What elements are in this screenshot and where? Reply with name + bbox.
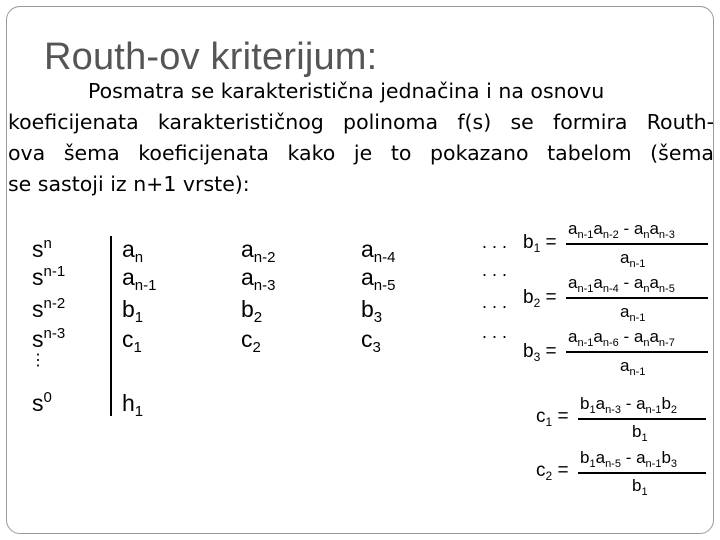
formula-lhs: $b_3$ = (523, 341, 557, 364)
paragraph-line-4: se sastoji iz n+1 vrste): (8, 172, 250, 196)
row-ellipsis: . . . (482, 232, 508, 252)
table-cell: $a_{n-2}$ (241, 236, 276, 266)
fraction-bar (578, 472, 706, 474)
formula-lhs: $c_1$ = (536, 406, 569, 429)
fraction-bar (566, 297, 708, 299)
paragraph-line-1: Posmatra se karakteristična jednačina i na osnovu (88, 79, 605, 103)
table-cell: $a_{n-1}$ (122, 264, 157, 294)
table-cell: $a_{n-3}$ (241, 264, 276, 294)
table-cell: $a_{n-5}$ (361, 264, 396, 294)
table-cell: $c_1$ (122, 326, 142, 356)
table-cell: $b_2$ (241, 296, 263, 326)
fraction-bar (566, 351, 708, 353)
slide-title: Routh-ov kriterijum: (44, 36, 378, 78)
formula-denominator: $a_{n-1}$ (620, 356, 646, 378)
formula-denominator: $a_{n-1}$ (620, 302, 646, 324)
table-divider (110, 236, 112, 416)
row-label: $s^n$ (32, 235, 52, 262)
fraction-bar (578, 418, 706, 420)
paragraph-line-3: ova šema koeficijenata kako je to pokazano tabelom (šema (8, 141, 714, 165)
row-label: $s^{n-3}$ (32, 325, 66, 352)
formula-denominator: $a_{n-1}$ (620, 248, 646, 270)
formula-denominator: $b_1$ (632, 422, 648, 444)
row-ellipsis: . . . (482, 292, 508, 312)
formula-numerator: $b_1a_{n-3} - a_{n-1}b_2$ (580, 394, 678, 416)
table-cell: $a_{n-4}$ (361, 236, 396, 266)
paragraph-line-2: koeficijenata karakterističnog polinoma f(s) se formira Routh- (8, 110, 714, 134)
row-ellipsis: . . . (482, 322, 508, 342)
table-cell: $h_1$ (122, 390, 144, 420)
formula-numerator: $a_{n-1}a_{n-4} - a_na_{n-5}$ (568, 273, 675, 295)
formula-lhs: $b_1$ = (523, 232, 557, 255)
row-label: $s^{n-2}$ (32, 295, 66, 322)
formula-lhs: $b_2$ = (523, 287, 557, 310)
vertical-ellipsis: ⋮ (30, 352, 46, 369)
table-cell: $b_1$ (122, 296, 144, 326)
row-ellipsis: . . . (482, 260, 508, 280)
formula-numerator: $a_{n-1}a_{n-6} - a_na_{n-7}$ (568, 327, 675, 349)
formula-numerator: $b_1a_{n-5} - a_{n-1}b_3$ (580, 448, 678, 470)
table-cell: $c_3$ (361, 326, 381, 356)
table-cell: $c_2$ (241, 326, 261, 356)
fraction-bar (566, 243, 708, 245)
table-cell: $b_3$ (361, 296, 383, 326)
row-label: $s^0$ (32, 389, 52, 416)
table-cell: $a_n$ (122, 236, 144, 266)
formula-numerator: $a_{n-1}a_{n-2} - a_na_{n-3}$ (568, 219, 675, 241)
row-label: $s^{n-1}$ (32, 263, 66, 290)
formula-lhs: $c_2$ = (536, 460, 569, 483)
formula-denominator: $b_1$ (632, 476, 648, 498)
